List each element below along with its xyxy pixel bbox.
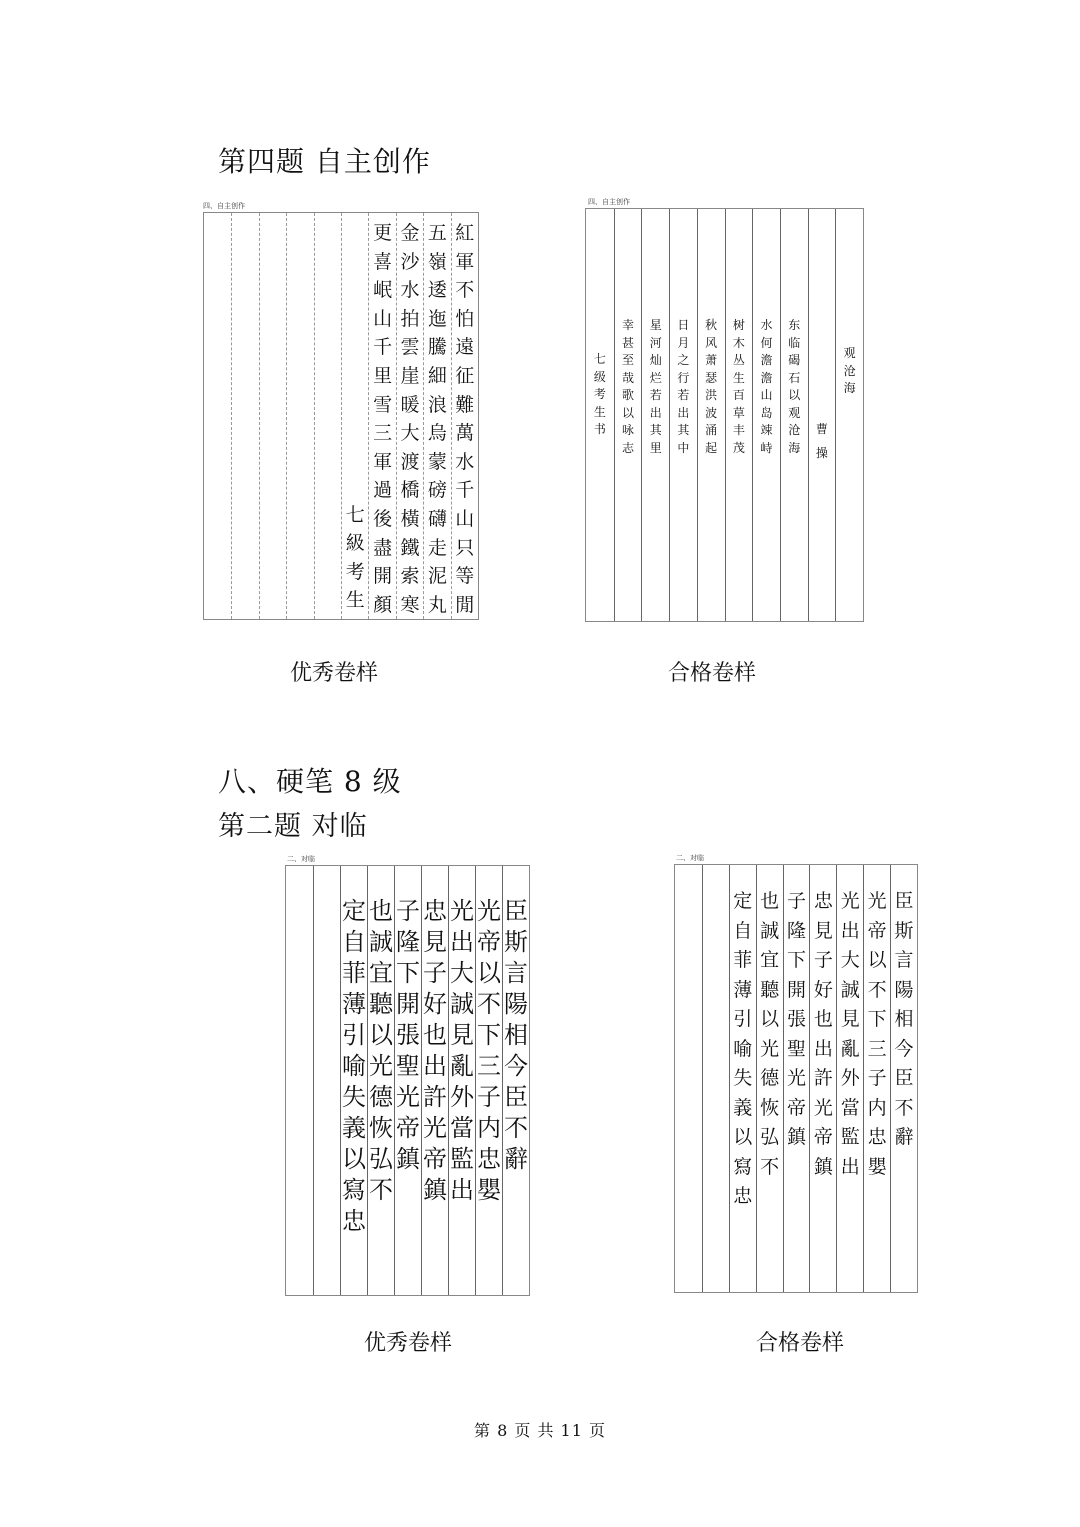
section8-pass-sheet [674,864,918,1293]
section4-pass-caption: 合格卷样 [667,661,757,686]
grid-column [702,865,729,1292]
text-column: 紅 軍 不 怕 遠 征 難 萬 水 千 山 只 等 閒 [451,213,478,619]
grid-column [231,213,258,619]
section8-subtitle: 第二题 对临 [218,811,368,842]
grid-column [314,213,341,619]
section8-excellent-sheet-label: 二、对临 [287,855,315,863]
grid-column [313,866,340,1295]
page-footer: 第 8 页 共 11 页 [474,1421,606,1440]
text-column: 光 出 大 誠 見 亂 外 當 監 出 [448,866,475,1295]
text-column: 忠 見 子 好 也 出 許 光 帝 鎮 [809,865,836,1292]
text-column: 七 級 考 生 [341,213,368,619]
grid-column [259,213,286,619]
section8-pass-caption: 合格卷样 [755,1331,845,1356]
grid-column [675,865,702,1292]
text-column: 定 自 菲 薄 引 喻 失 義 以 寫 忠 [729,865,756,1292]
text-column: 子 隆 下 開 張 聖 光 帝 鎮 [394,866,421,1295]
text-column: 光 帝 以 不 下 三 子 内 忠 嬰 [475,866,502,1295]
grid-column [286,866,313,1295]
text-column: 也 誠 宜 聽 以 光 德 恢 弘 不 [367,866,394,1295]
text-column: 日 月 之 行 若 出 其 中 [669,209,697,621]
section4-excellent-sheet [203,212,479,620]
text-column: 光 帝 以 不 下 三 子 内 忠 嬰 [863,865,890,1292]
section4-pass-sheet-label: 四、自主创作 [588,198,630,206]
section4-title: 第四题 自主创作 [218,145,431,178]
text-column: 更 喜 岷 山 千 里 雪 三 軍 過 後 盡 開 顏 [368,213,395,619]
text-column: 子 隆 下 開 張 聖 光 帝 鎮 [783,865,810,1292]
text-column: 水 何 澹 澹 山 岛 竦 峙 [752,209,780,621]
text-column: 曹 操 [808,209,836,621]
text-column: 臣 斯 言 陽 相 今 臣 不 辭 [502,866,529,1295]
section4-pass-sheet [585,208,864,622]
text-column: 观 沧 海 [835,209,863,621]
text-column: 忠 見 子 好 也 出 許 光 帝 鎮 [421,866,448,1295]
grid-column [286,213,313,619]
text-column: 光 出 大 誠 見 亂 外 當 監 出 [836,865,863,1292]
text-column: 金 沙 水 拍 雲 崖 暖 大 渡 橋 橫 鐵 索 寒 [396,213,423,619]
text-column: 定 自 菲 薄 引 喻 失 義 以 寫 忠 [340,866,367,1295]
text-column: 星 河 灿 烂 若 出 其 里 [641,209,669,621]
grid-column [204,213,231,619]
text-column: 臣 斯 言 陽 相 今 臣 不 辭 [890,865,917,1292]
section8-excellent-sheet [285,865,530,1296]
text-column: 七 级 考 生 书 [593,352,606,436]
text-column: 东 临 碣 石 以 观 沧 海 [780,209,808,621]
section8-title: 八、硬笔 8 级 [218,765,402,798]
text-column: 也 誠 宜 聽 以 光 德 恢 弘 不 [756,865,783,1292]
text-column: 树 木 丛 生 百 草 丰 茂 [725,209,753,621]
section4-excellent-caption: 优秀卷样 [289,661,379,686]
text-column: 幸 甚 至 哉 歌 以 咏 志 [614,209,642,621]
section8-excellent-caption: 优秀卷样 [363,1331,453,1356]
section8-pass-sheet-label: 二、对临 [676,854,704,862]
text-column: 五 嶺 逶 迤 騰 細 浪 烏 蒙 磅 礴 走 泥 丸 [423,213,450,619]
section4-excellent-sheet-label: 四、自主创作 [203,202,245,210]
text-column: 秋 风 萧 瑟 洪 波 涌 起 [697,209,725,621]
